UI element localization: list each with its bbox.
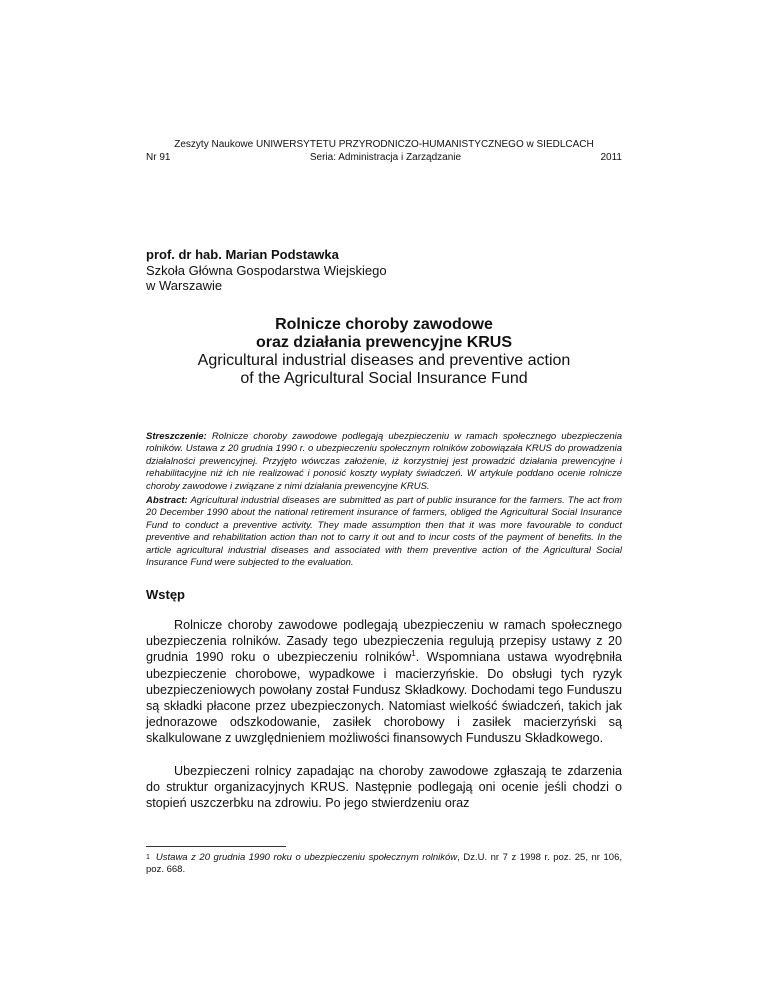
footnote-italic-text: Ustawa z 20 grudnia 1990 roku o ubezpieczeniu społecznym rolników [155, 852, 458, 863]
title-en-line1: Agricultural industrial diseases and preventive action [197, 352, 571, 369]
journal-series: Seria: Administracja i Zarządzanie [309, 152, 462, 163]
author-name: prof. dr hab. Marian Podstawka [146, 247, 339, 262]
abstract-label: Abstract: [146, 495, 188, 506]
article-title [146, 316, 622, 388]
abstract-text: Agricultural industrial diseases are submitted as part of public insurance for the farmers. The act from 20 December 1990 about the national retirement insurance of farmers, obliged the Agricultural Social Insurance Fund to conduct a preventive activity. They made assumption then that it was more favourable to conduct preventive and rehabilitation action than not to carry it out and to incur costs of the payment of benefits. In the article agricultural industrial diseases and associated with them preventive action of the Agricultural Social Insurance Fund were subjected to the evaluation. [146, 495, 622, 569]
title-pl-line1: Rolnicze choroby zawodowe [275, 316, 493, 333]
journal-series-title: Zeszyty Naukowe UNIWERSYTETU PRZYRODNICZO-HUMANISTYCZNEGO w SIEDLCACH [174, 139, 594, 150]
footnote-rest-text: , Dz.U. nr 7 z 1998 r. poz. 25, nr 106, poz. 668. [146, 852, 622, 876]
footnote-ref[interactable]: 1 [411, 649, 416, 659]
journal-header [146, 138, 622, 164]
footnote-divider [146, 846, 286, 847]
author-affiliation-line2: w Warszawie [146, 278, 223, 293]
journal-year: 2011 [600, 152, 622, 163]
footnote [146, 852, 622, 877]
author-affiliation-line1: Szkoła Główna Gospodarstwa Wiejskiego [146, 262, 387, 278]
journal-issue: Nr 91 [146, 152, 171, 163]
streszczenie-label: Streszczenie: [146, 431, 207, 442]
streszczenie-text: Rolnicze choroby zawodowe podlegają ubezpieczeniu w ramach społecznego ubezpieczenia rolników. Ustawa z 20 grudnia 1990 r. o ubezpieczeniu społecznym rolników zobowiązała KRUS do prowadzenia działalności prewencyjnej. Przyjęto wówczas założenie, iż korzystniej jest prowadzić działania prewencyjne i rehabilitacyjne niż ich nie realizować i ponosić koszty wypłaty świadczeń. W artykule poddano ocenie rolnicze choroby zawodowe i związane z nimi działania prewencyjne KRUS. [146, 431, 623, 492]
footnote-number: 1 [146, 854, 150, 861]
author-block [146, 247, 387, 294]
journal-issue-line [146, 151, 622, 164]
body-paragraph-1 [146, 617, 622, 747]
paragraph1-before-ref: Rolnicze choroby zawodowe podlegają ubezpieczeniu w ramach społecznego ubezpieczenia rolników. Zasady tego ubezpieczenia regulują przepisy ustawy z 20 grudnia 1990 roku o ubezpieczeniu rolników [146, 618, 622, 665]
title-pl-line2: oraz działania prewencyjne KRUS [255, 334, 513, 351]
body-paragraph-2: Ubezpieczeni rolnicy zapadając na choroby zawodowe zgłaszają te zdarzenia do struktur organizacyjnych KRUS. Następnie podlegają oni ocenie jeśli chodzi o stopień uszczerbku na zdrowiu. Po jego stwierdzeniu oraz [146, 764, 622, 811]
paragraph1-after-ref: . Wspomniana ustawa wyodrębniła ubezpieczenie chorobowe, wypadkowe i macierzyńskie. Do obsługi tych ryzyk ubezpieczeniowych powołany został Fundusz Składkowy. Dochodami tego Funduszu są składki płacone przez ubezpieczonych. Natomiast wielkość świadczeń, takich jak jednorazowe odszkodowanie, zasiłek chorobowy i zasiłek macierzyński są skalkulowane z uwzględnieniem możliwości finansowych Funduszu Składkowego. [146, 650, 622, 746]
section-heading: Wstęp [146, 587, 185, 602]
abstract-block [146, 495, 622, 569]
streszczenie-block [146, 431, 622, 493]
title-en-line2: of the Agricultural Social Insurance Fund [240, 370, 528, 387]
